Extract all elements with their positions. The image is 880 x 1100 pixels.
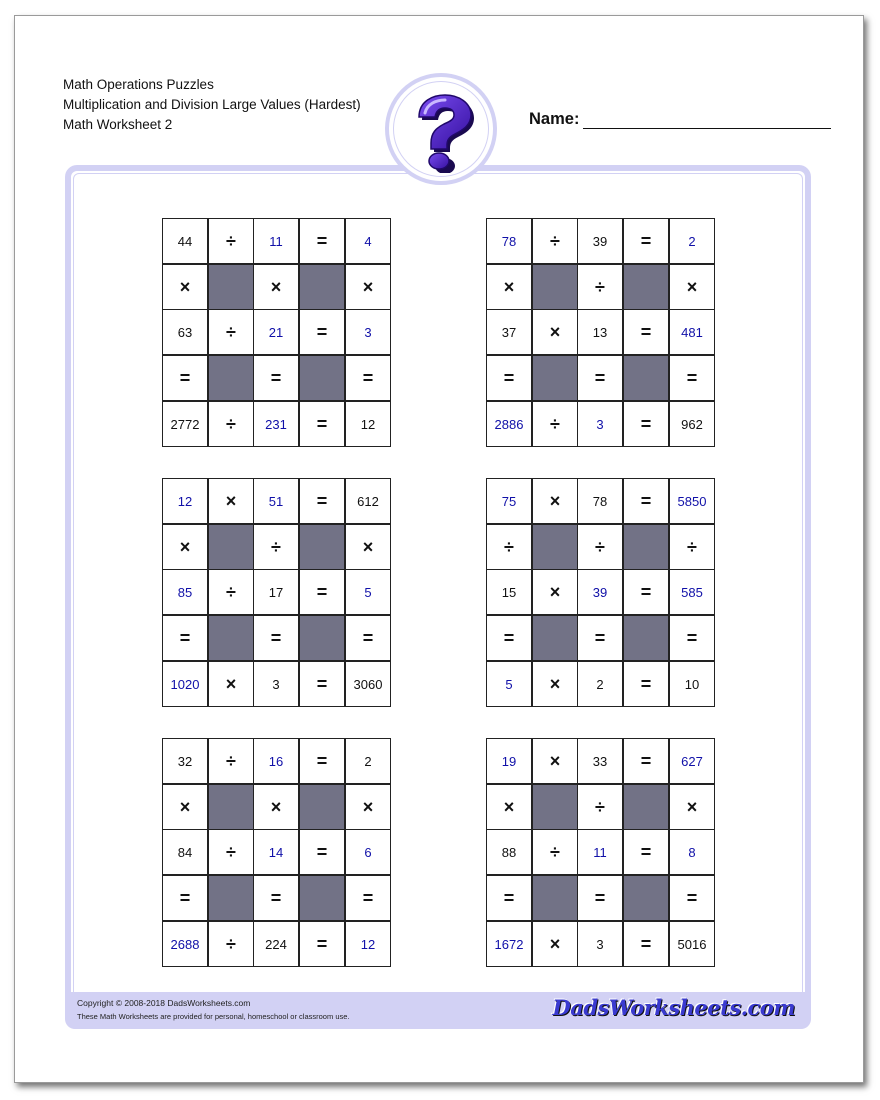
number-cell: 13 <box>577 309 623 355</box>
operator-cell: × <box>253 264 299 310</box>
operator-cell: = <box>299 569 345 615</box>
number-cell: 2688 <box>162 921 208 967</box>
operator-cell: = <box>253 615 299 661</box>
name-field <box>529 110 831 132</box>
number-cell: 12 <box>345 921 391 967</box>
number-cell: 11 <box>577 829 623 875</box>
operator-cell: = <box>299 309 345 355</box>
number-cell: 85 <box>162 569 208 615</box>
operator-cell: × <box>486 784 532 830</box>
number-cell: 481 <box>669 309 715 355</box>
operator-cell: ÷ <box>208 569 254 615</box>
number-cell: 37 <box>486 309 532 355</box>
operator-cell: × <box>532 738 578 784</box>
blocked-cell <box>299 355 345 401</box>
operator-cell: ÷ <box>208 401 254 447</box>
number-cell: 2 <box>345 738 391 784</box>
name-line <box>583 128 831 129</box>
blocked-cell <box>299 524 345 570</box>
number-cell: 3 <box>345 309 391 355</box>
operator-cell: = <box>623 661 669 707</box>
operator-cell: = <box>623 829 669 875</box>
footer <box>65 992 811 1029</box>
logo-badge <box>385 73 497 185</box>
blocked-cell <box>299 615 345 661</box>
number-cell: 612 <box>345 478 391 524</box>
puzzle-5 <box>162 738 391 967</box>
operator-cell: ÷ <box>532 218 578 264</box>
number-cell: 5016 <box>669 921 715 967</box>
number-cell: 3060 <box>345 661 391 707</box>
number-cell: 3 <box>577 401 623 447</box>
operator-cell: × <box>532 309 578 355</box>
puzzle-1 <box>162 218 391 447</box>
number-cell: 88 <box>486 829 532 875</box>
operator-cell: × <box>208 661 254 707</box>
number-cell: 585 <box>669 569 715 615</box>
blocked-cell <box>532 784 578 830</box>
number-cell: 3 <box>577 921 623 967</box>
number-cell: 5 <box>345 569 391 615</box>
operator-cell: × <box>162 784 208 830</box>
number-cell: 962 <box>669 401 715 447</box>
operator-cell: = <box>299 921 345 967</box>
number-cell: 44 <box>162 218 208 264</box>
operator-cell: = <box>299 738 345 784</box>
operator-cell: × <box>532 478 578 524</box>
operator-cell: × <box>208 478 254 524</box>
puzzle-2 <box>486 218 715 447</box>
number-cell: 2 <box>669 218 715 264</box>
name-label: Name: <box>529 110 580 128</box>
operator-cell: ÷ <box>208 309 254 355</box>
operator-cell: ÷ <box>577 264 623 310</box>
operator-cell: = <box>299 478 345 524</box>
number-cell: 1672 <box>486 921 532 967</box>
number-cell: 78 <box>486 218 532 264</box>
operator-cell: = <box>623 478 669 524</box>
blocked-cell <box>532 615 578 661</box>
operator-cell: = <box>623 921 669 967</box>
operator-cell: ÷ <box>253 524 299 570</box>
operator-cell: = <box>623 738 669 784</box>
operator-cell: ÷ <box>669 524 715 570</box>
number-cell: 16 <box>253 738 299 784</box>
number-cell: 19 <box>486 738 532 784</box>
blocked-cell <box>623 875 669 921</box>
operator-cell: ÷ <box>532 401 578 447</box>
puzzle-3 <box>162 478 391 707</box>
blocked-cell <box>623 264 669 310</box>
operator-cell: × <box>532 569 578 615</box>
number-cell: 39 <box>577 569 623 615</box>
number-cell: 2 <box>577 661 623 707</box>
operator-cell: = <box>162 875 208 921</box>
operator-cell: = <box>669 875 715 921</box>
operator-cell: = <box>253 355 299 401</box>
operator-cell: × <box>345 784 391 830</box>
operator-cell: ÷ <box>208 921 254 967</box>
worksheet-subtitle: Multiplication and Division Large Values (Hardest) <box>63 97 361 112</box>
operator-cell: = <box>345 875 391 921</box>
operator-cell: = <box>299 661 345 707</box>
operator-cell: = <box>577 615 623 661</box>
number-cell: 12 <box>162 478 208 524</box>
number-cell: 21 <box>253 309 299 355</box>
number-cell: 14 <box>253 829 299 875</box>
operator-cell: × <box>486 264 532 310</box>
number-cell: 15 <box>486 569 532 615</box>
number-cell: 17 <box>253 569 299 615</box>
blocked-cell <box>208 355 254 401</box>
number-cell: 2772 <box>162 401 208 447</box>
number-cell: 32 <box>162 738 208 784</box>
operator-cell: ÷ <box>577 524 623 570</box>
blocked-cell <box>208 524 254 570</box>
number-cell: 33 <box>577 738 623 784</box>
operator-cell: × <box>669 784 715 830</box>
operator-cell: ÷ <box>486 524 532 570</box>
operator-cell: = <box>299 401 345 447</box>
number-cell: 5 <box>486 661 532 707</box>
question-mark-icon <box>405 89 477 173</box>
operator-cell: = <box>623 401 669 447</box>
operator-cell: = <box>486 875 532 921</box>
number-cell: 8 <box>669 829 715 875</box>
operator-cell: = <box>623 218 669 264</box>
blocked-cell <box>623 524 669 570</box>
worksheet-page <box>14 15 864 1083</box>
number-cell: 3 <box>253 661 299 707</box>
number-cell: 84 <box>162 829 208 875</box>
operator-cell: = <box>577 355 623 401</box>
blocked-cell <box>299 264 345 310</box>
number-cell: 75 <box>486 478 532 524</box>
number-cell: 51 <box>253 478 299 524</box>
operator-cell: × <box>253 784 299 830</box>
operator-cell: = <box>299 218 345 264</box>
operator-cell: = <box>623 309 669 355</box>
puzzle-4 <box>486 478 715 707</box>
operator-cell: = <box>162 355 208 401</box>
operator-cell: × <box>669 264 715 310</box>
number-cell: 78 <box>577 478 623 524</box>
number-cell: 1020 <box>162 661 208 707</box>
operator-cell: = <box>253 875 299 921</box>
operator-cell: ÷ <box>577 784 623 830</box>
operator-cell: × <box>162 524 208 570</box>
operator-cell: × <box>532 921 578 967</box>
operator-cell: = <box>486 615 532 661</box>
blocked-cell <box>532 355 578 401</box>
usage-note: These Math Worksheets are provided for personal, homeschool or classroom use. <box>77 1012 350 1021</box>
number-cell: 627 <box>669 738 715 784</box>
number-cell: 39 <box>577 218 623 264</box>
number-cell: 11 <box>253 218 299 264</box>
number-cell: 10 <box>669 661 715 707</box>
blocked-cell <box>208 875 254 921</box>
operator-cell: = <box>669 615 715 661</box>
blocked-cell <box>299 875 345 921</box>
number-cell: 12 <box>345 401 391 447</box>
copyright-text: Copyright © 2008-2018 DadsWorksheets.com <box>77 998 251 1008</box>
number-cell: 224 <box>253 921 299 967</box>
blocked-cell <box>208 615 254 661</box>
blocked-cell <box>532 524 578 570</box>
number-cell: 6 <box>345 829 391 875</box>
blocked-cell <box>623 615 669 661</box>
puzzle-6 <box>486 738 715 967</box>
operator-cell: = <box>669 355 715 401</box>
operator-cell: ÷ <box>208 738 254 784</box>
blocked-cell <box>208 784 254 830</box>
number-cell: 5850 <box>669 478 715 524</box>
worksheet-category: Math Operations Puzzles <box>63 77 214 92</box>
blocked-cell <box>623 784 669 830</box>
brand-logo[interactable]: DadsWorksheets.com <box>552 995 795 1020</box>
operator-cell: = <box>299 829 345 875</box>
operator-cell: ÷ <box>208 218 254 264</box>
blocked-cell <box>623 355 669 401</box>
operator-cell: = <box>623 569 669 615</box>
blocked-cell <box>532 264 578 310</box>
blocked-cell <box>532 875 578 921</box>
number-cell: 231 <box>253 401 299 447</box>
worksheet-title: Math Worksheet 2 <box>63 117 173 132</box>
number-cell: 63 <box>162 309 208 355</box>
operator-cell: = <box>577 875 623 921</box>
operator-cell: × <box>345 524 391 570</box>
operator-cell: = <box>486 355 532 401</box>
number-cell: 2886 <box>486 401 532 447</box>
operator-cell: = <box>345 355 391 401</box>
operator-cell: ÷ <box>532 829 578 875</box>
operator-cell: ÷ <box>208 829 254 875</box>
operator-cell: × <box>162 264 208 310</box>
operator-cell: × <box>345 264 391 310</box>
number-cell: 4 <box>345 218 391 264</box>
blocked-cell <box>208 264 254 310</box>
operator-cell: × <box>532 661 578 707</box>
blocked-cell <box>299 784 345 830</box>
operator-cell: = <box>162 615 208 661</box>
operator-cell: = <box>345 615 391 661</box>
